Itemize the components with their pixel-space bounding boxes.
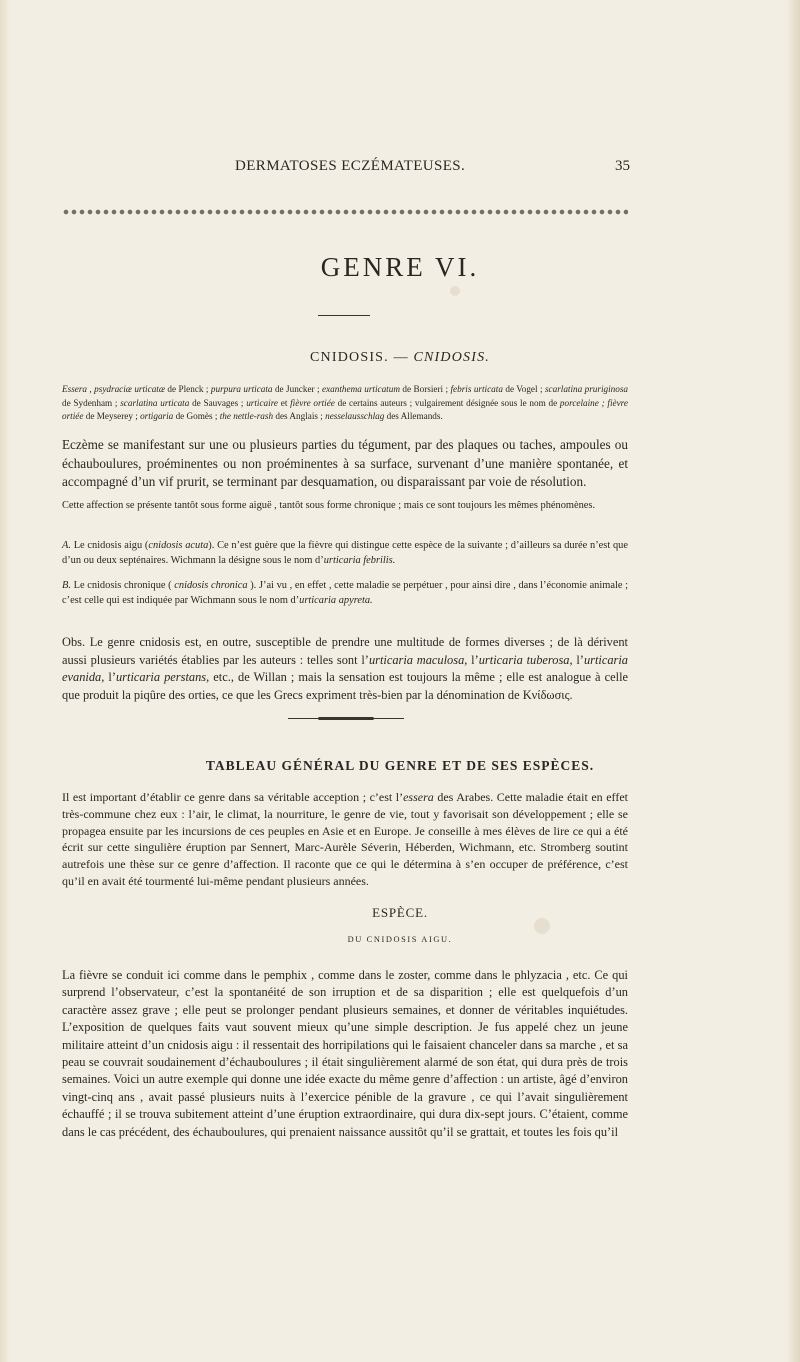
decorative-ornament-bar [62,207,628,217]
text-run: des Allemands. [384,411,443,422]
text-run: de Juncker ; [272,384,323,394]
text-run: de Sauvages ; [189,397,247,408]
tableau-paragraph [62,789,628,890]
chronic-form-paragraph [62,578,628,609]
text-run: Il est important d’établir ce genre dans sa véritable acception ; c’est l’ [62,790,404,804]
italic-text-run: A. [62,540,71,551]
italic-text-run: Essera , psydraciæ urticatæ [62,384,165,394]
italic-text-run: purpura urticata [210,384,273,394]
text-run: de Plenck ; [164,384,211,394]
italic-text-run: urticaria apyreta. [299,595,373,607]
page-right-edge-shadow [786,0,800,1362]
text-run: Le cnidosis aigu ( [70,540,149,551]
acute-form-paragraph [62,538,628,569]
espece-paragraph: La fièvre se conduit ici comme dans le pemphix , comme dans le zoster, comme dans le phlyzacia , etc. Ce qui surprend l’observateur, c’est la spontanéité de son irruption et de sa disparition ; elle est quelquefois d’un caractère assez grave ; elle peut se prolonger pendant plusieurs semaines, et donner de véritables inquiétudes. L’exposition de quelques faits vaut souvent mieux qu’une simple description. Je fus appelé chez un jeune militaire atteint d’un cnidosis aigu : il ressentait des horripilations qui le faisaient chanceler dans sa marche , et sa peau se couvrait soudainement d’échauboulures ; il était singulièrement alarmé de son état, qui dura près de trois semaines. Voici un autre exemple qui donne une idée exacte du même genre d’affection : un artiste, âgé d’environ vingt-cinq ans , avait passé plusieurs nuits à l’exercice pénible de la gravure , ce qui l’avait singulièrement échauffé ; il se trouva subitement atteint d’une éruption extraordinaire, qui dura dix-sept jours. C’étaient, comme dans le cas précédent, des échauboulures, qui prenaient naissance aussitôt qu’il se grattait, et toutes les fois qu’il [62,968,628,1139]
ornamental-rule [288,717,404,720]
italic-text-run: urticaria maculosa [368,652,465,667]
italic-text-run: urticaria tuberosa [478,652,570,667]
italic-text-run: scarlatina pruriginosa [544,384,629,394]
section-title-italic: CNIDOSIS. [413,350,490,365]
observation-paragraph [62,634,628,704]
ornamental-rule-boss [318,717,374,720]
text-run: ). Ce n’est guère que la fièvre qui distingue cette espèce de la suivante ; d’ailleurs sa durée n’est que d’un ou deux septénaires. Wichmann la désigne sous le nom d’ [62,540,628,567]
italic-text-run: the nettle-rash [219,411,274,422]
running-head: DERMATOSES ECZÉMATEUSES. [235,158,466,174]
italic-text-run: urticaire [246,397,279,408]
text-run: de certains auteurs ; vulgairement désignée sous le nom de [334,397,560,408]
tableau-title: TABLEAU GÉNÉRAL DU GENRE ET DE SES ESPÈCES. [205,758,595,773]
italic-text-run: exanthema urticatum [322,384,400,394]
espece-subtitle: DU CNIDOSIS AIGU. [347,935,453,944]
text-run: de Vogel ; [502,384,545,394]
italic-text-run: fièvre ortiée [290,397,335,408]
title-rule [318,315,370,316]
text-run: , l’ [464,652,479,667]
text-run: Le cnidosis chronique ( [70,580,175,591]
text-run: de Sydenham ; [62,397,121,408]
text-run: , l’ [101,670,116,685]
espece-title: ESPÈCE. [372,905,428,920]
text-run: ). J’ai vu , en effet , cette maladie se perpétuer , pour ainsi dire , dans l’économie animale ; c’est celle qui est indiquée par Wichmann sous le nom d’ [62,580,628,607]
synonyms-paragraph [62,383,628,424]
italic-text-run: febris urticata [450,384,503,394]
italic-text-run: urticaria perstans [115,670,207,685]
italic-text-run: nesselausschlag [325,411,385,422]
italic-text-run: scarlatina urticata [120,397,190,408]
page-header [235,158,630,180]
section-title-roman: CNIDOSIS. — [310,350,409,365]
text-run: des Arabes. Cette maladie était en effet très-commune chez eux : l’air, le climat, la nourriture, le genre de vie, tout y favorisait son développement ; elle se propagea ensuite par les incursions de ces peuples en Asie et en Europe. Je conseille à mes élèves de lire ce qui a été écrit sur cette singulière éruption par Sennert, Marc-Aurèle Séverin, Héberden, Wichmann, etc. Stromberg soutint autrefois une thèse sur ce genre d’affection. Il raconte que ce qui le détermina à s’en occuper de préférence, c’est qu’il en avait été tourmenté lui-même pendant plusieurs années. [62,790,628,888]
text-run: des Anglais ; [273,411,326,422]
text-run: de Gomès ; [173,411,220,422]
italic-text-run: essera [403,790,434,804]
italic-text-run: porcelaine ; fièvre ortiée [62,397,628,422]
page-left-edge-shadow [0,0,10,1362]
section-title [0,350,800,366]
definition-paragraph: Eczème se manifestant sur une ou plusieurs parties du tégument, par des plaques ou taches, ampoules ou échauboulures, proéminentes ou non proéminentes à sa surface, survenant d’une manière spontanée, et accompagné d’un vif prurit, se terminant par desquamation, ou disparaissant par voie de résolution. [62,437,628,490]
text-run: Obs. Le genre cnidosis est, en outre, susceptible de prendre une multitude de formes diverses ; de là dérivent aussi plusieurs variétés établies par les auteurs : telles sont l’ [62,635,628,667]
italic-text-run: ortigaria [140,411,174,422]
italic-text-run: urticaria evanida [62,652,628,685]
genre-title: GENRE VI. [320,252,480,282]
forms-paragraph: Cette affection se présente tantôt sous forme aiguë , tantôt sous forme chronique ; mais ce sont toujours les mêmes phénomènes. [62,500,596,511]
italic-text-run: B. [62,580,71,591]
text-run: , l’ [569,652,584,667]
text-run: de Meyserey ; [83,411,141,422]
paper-foxing-spot [450,286,460,296]
page-number: 35 [615,158,630,174]
italic-text-run: cnidosis acuta [148,540,209,551]
text-run: , etc., de Willan ; mais la sensation est toujours la même ; elle est analogue à celle que produit la piqûre des orties, ce que les Grecs expriment très-bien par la dénomination de Κνίδωσις. [62,670,629,702]
italic-text-run: cnidosis chronica [174,580,248,591]
italic-text-run: urticaria febrilis. [323,555,396,567]
text-run: de Borsieri ; [399,384,451,394]
text-run: et [278,397,291,408]
